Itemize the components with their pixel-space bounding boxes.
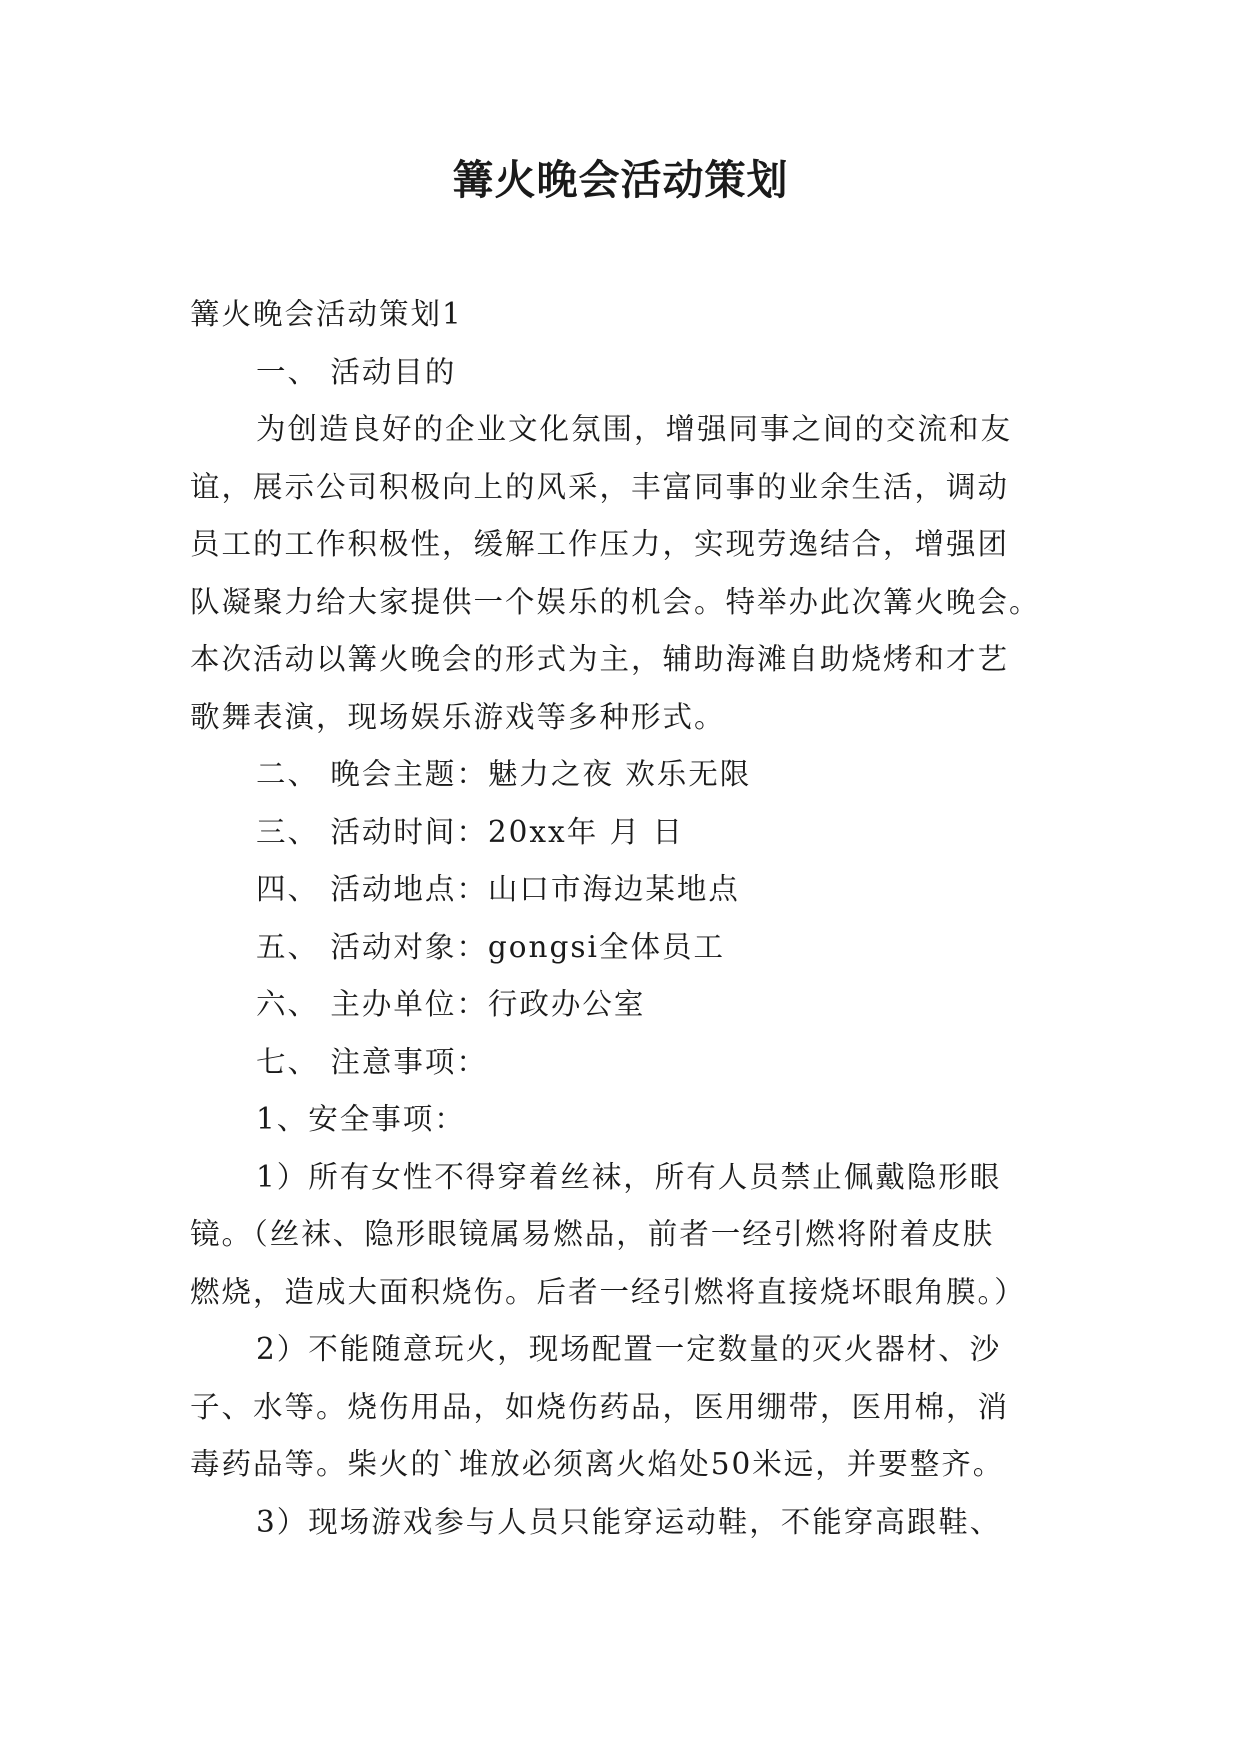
subsection-safety: 1、安全事项： <box>256 1102 466 1136</box>
paragraph-line: 毒药品等。柴火的`堆放必须离火焰处50米远，并要整齐。 <box>190 1447 1005 1481</box>
document-title: 篝火晚会活动策划 <box>452 156 789 204</box>
item-location: 四、 活动地点：山口市海边某地点 <box>256 872 740 906</box>
item-time: 三、 活动时间：20xx年 月 日 <box>256 814 684 849</box>
section-heading: 篝火晚会活动策划1 <box>190 297 463 331</box>
paragraph-line: 燃烧，造成大面积烧伤。后者一经引燃将直接烧坏眼角膜。） <box>190 1274 1026 1309</box>
item-theme: 二、 晚会主题：魅力之夜 欢乐无限 <box>256 757 752 791</box>
paragraph-line: 3）现场游戏参与人员只能穿运动鞋，不能穿高跟鞋、 <box>256 1504 1002 1539</box>
paragraph-line: 本次活动以篝火晚会的形式为主，辅助海滩自助烧烤和才艺 <box>190 642 1010 676</box>
paragraph-line: 为创造良好的企业文化氛围，增强同事之间的交流和友 <box>256 412 1013 446</box>
item-organizer: 六、 主办单位：行政办公室 <box>256 987 646 1021</box>
paragraph-line: 歌舞表演，现场娱乐游戏等多种形式。 <box>190 699 726 734</box>
paragraph-line: 2）不能随意玩火，现场配置一定数量的灭火器材、沙 <box>256 1332 1002 1366</box>
item-notes-heading: 七、 注意事项： <box>256 1044 488 1079</box>
paragraph-line: 员工的工作积极性，缓解工作压力，实现劳逸结合，增强团 <box>190 527 1010 561</box>
paragraph-line: 1）所有女性不得穿着丝袜，所有人员禁止佩戴隐形眼 <box>256 1159 1002 1194</box>
paragraph-line: 谊，展示公司积极向上的风采，丰富同事的业余生活，调动 <box>190 469 1010 504</box>
item-audience: 五、 活动对象：gongsi全体员工 <box>256 929 725 964</box>
paragraph-line: 子、水等。烧伤用品，如烧伤药品，医用绷带，医用棉，消 <box>190 1389 1010 1424</box>
paragraph-line: 队凝聚力给大家提供一个娱乐的机会。特举办此次篝火晚会。 <box>190 584 1041 619</box>
paragraph-line: 镜。（丝袜、隐形眼镜属易燃品，前者一经引燃将附着皮肤 <box>190 1217 995 1251</box>
item-purpose-heading: 一、 活动目的 <box>256 354 457 389</box>
document-body <box>190 286 1050 1551</box>
